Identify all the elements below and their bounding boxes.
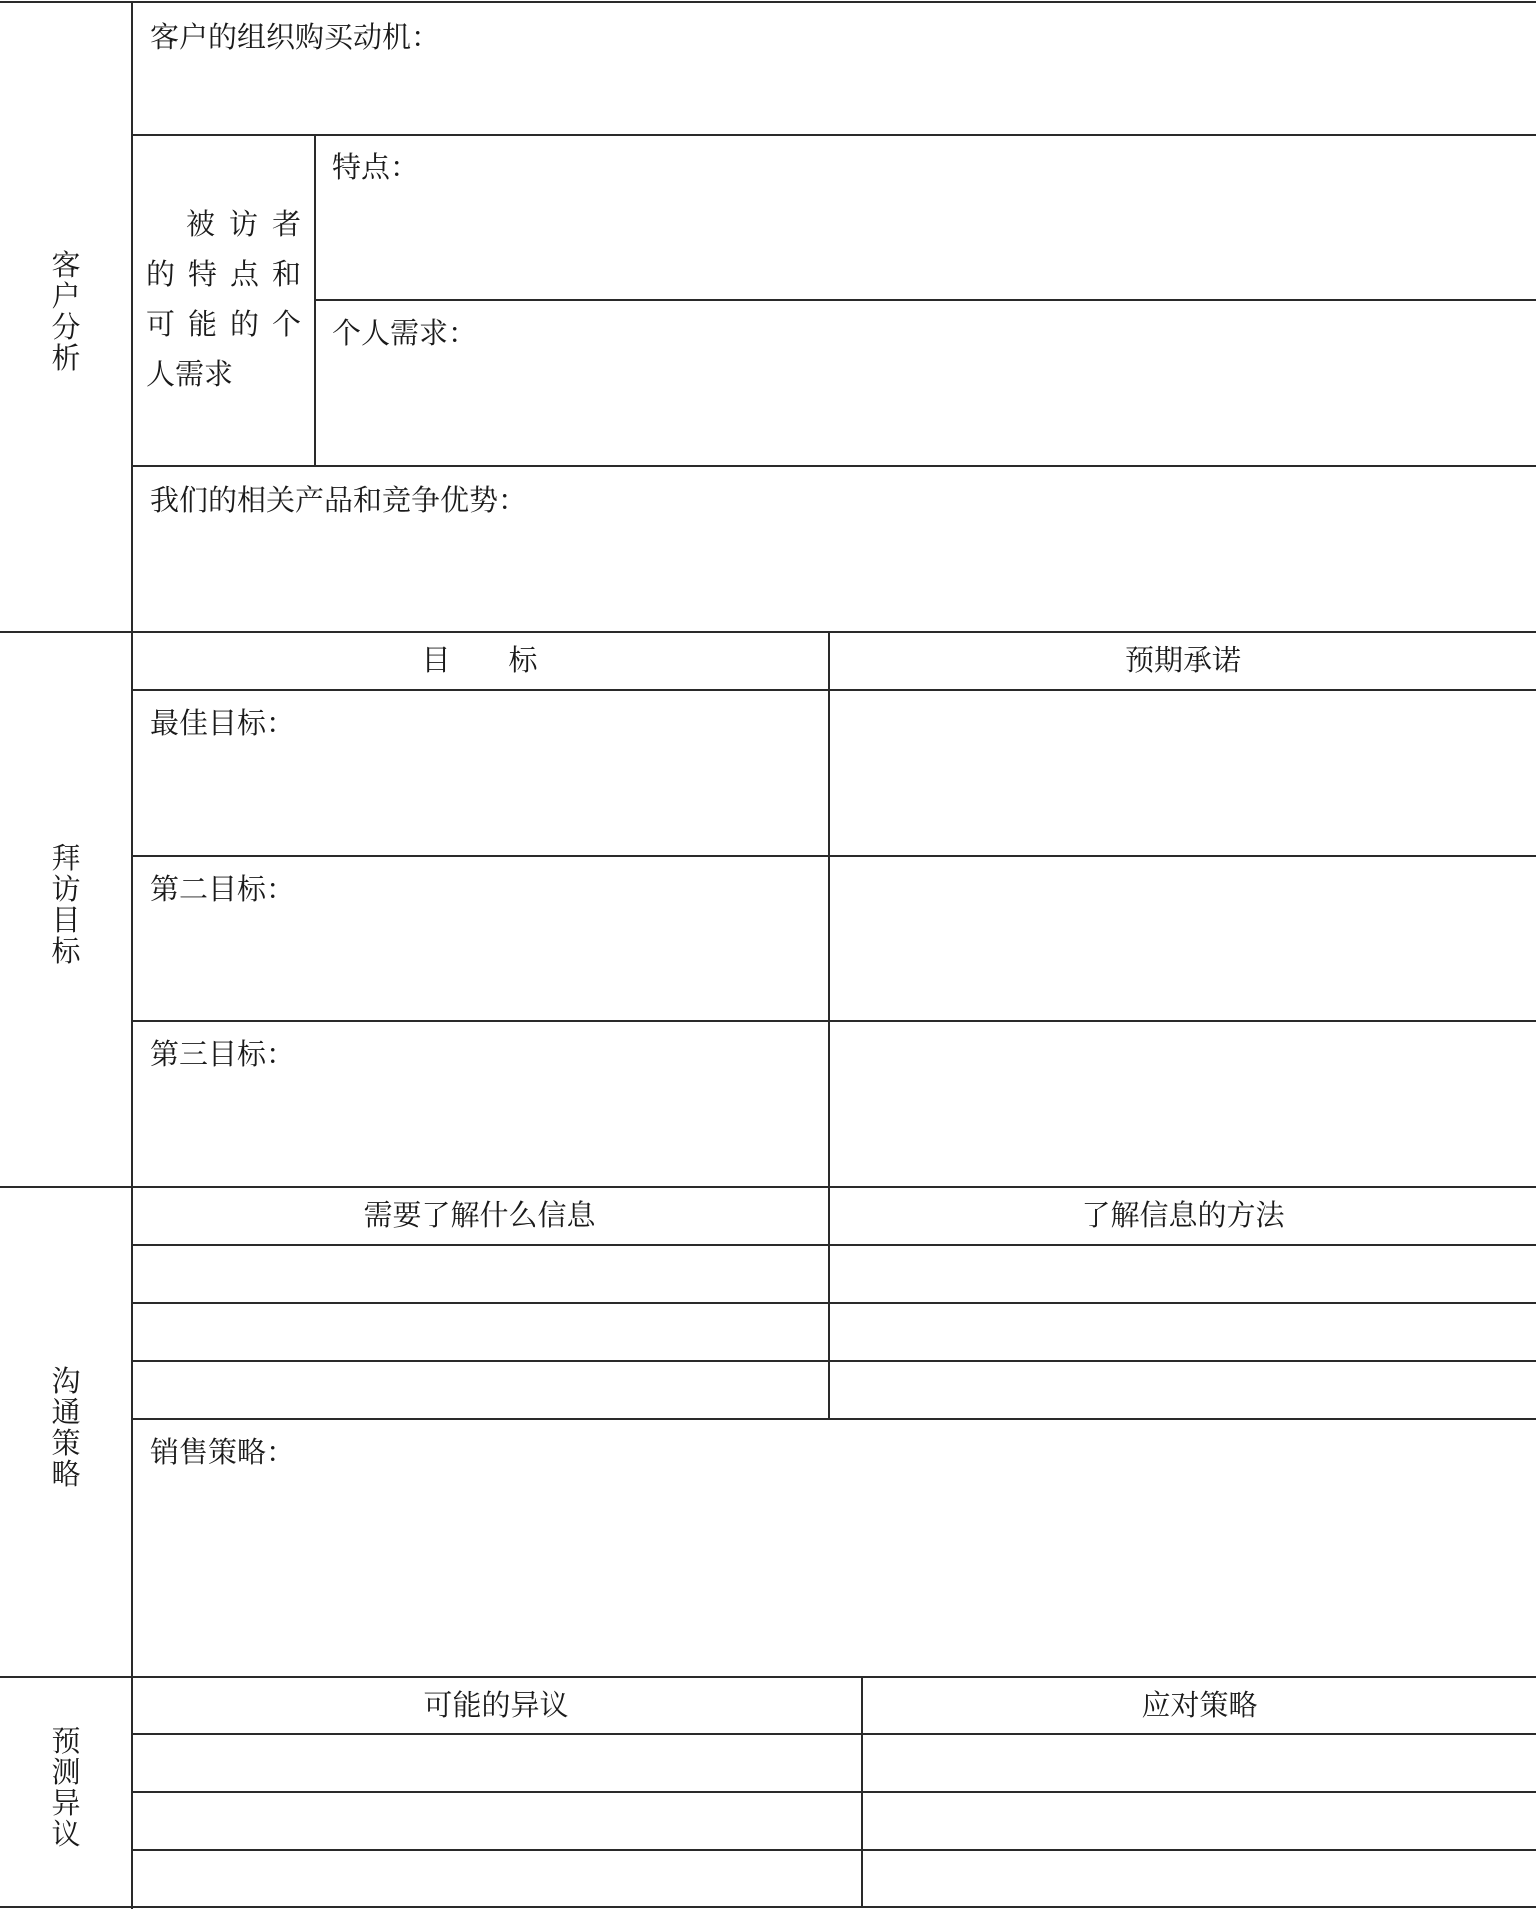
header-expected-commitment: 预期承诺: [1124, 643, 1241, 677]
rule-goals-column-divider: [828, 631, 830, 1186]
interviewee-label-line: 被访者: [186, 207, 301, 241]
rule-section-3-end: [0, 1676, 1536, 1678]
goal-row-third: 第三目标：: [150, 1037, 296, 1071]
interviewee-label: [146, 199, 301, 399]
rule-info-row-1-end: [131, 1302, 1536, 1304]
section-title-visit-goals: 拜访目标: [51, 841, 81, 968]
header-possible-objection: 可能的异议: [423, 1688, 569, 1722]
rule-features-end: [314, 299, 1536, 301]
section-title-customer-analysis: 客户分析: [51, 248, 81, 375]
goal-row-best: 最佳目标：: [150, 706, 296, 740]
header-response-strategy: 应对策略: [1141, 1688, 1258, 1722]
rule-info-row-2-end: [131, 1360, 1536, 1362]
rule-section-2-end: [0, 1186, 1536, 1188]
rule-objection-row-2-end: [131, 1849, 1536, 1851]
rule-goal-row-1-end: [131, 855, 1536, 857]
interviewee-label-line: 可能的个: [146, 307, 301, 341]
section-title-communication: 沟通策略: [51, 1364, 81, 1491]
section-title-objections: 预测异议: [51, 1724, 81, 1851]
rule-motive-end: [131, 134, 1536, 136]
interviewee-label-line: 人需求: [146, 357, 234, 391]
rule-objection-row-1-end: [131, 1791, 1536, 1793]
products-advantage-label: 我们的相关产品和竞争优势：: [150, 483, 528, 517]
sales-strategy-label: 销售策略：: [150, 1435, 296, 1469]
rule-bottom: [0, 1906, 1536, 1908]
rule-info-header-end: [131, 1244, 1536, 1246]
interviewee-label-line: 的特点和: [146, 257, 301, 291]
rule-goal-row-2-end: [131, 1020, 1536, 1022]
features-label: 特点：: [332, 150, 420, 184]
rule-top: [0, 1, 1536, 3]
goal-row-second: 第二目标：: [150, 872, 296, 906]
rule-section-1-end: [0, 631, 1536, 633]
rule-objection-header-end: [131, 1733, 1536, 1735]
rule-goals-header-end: [131, 689, 1536, 691]
personal-needs-label: 个人需求：: [332, 316, 478, 350]
header-info-method: 了解信息的方法: [1081, 1198, 1285, 1232]
rule-section-divider: [131, 1, 133, 1909]
rule-info-row-3-end: [131, 1418, 1536, 1420]
header-goal: 目 标: [421, 643, 538, 677]
purchase-motive-label: 客户的组织购买动机：: [150, 20, 441, 54]
header-info-needed: 需要了解什么信息: [363, 1198, 596, 1232]
rule-interviewee-end: [131, 465, 1536, 467]
